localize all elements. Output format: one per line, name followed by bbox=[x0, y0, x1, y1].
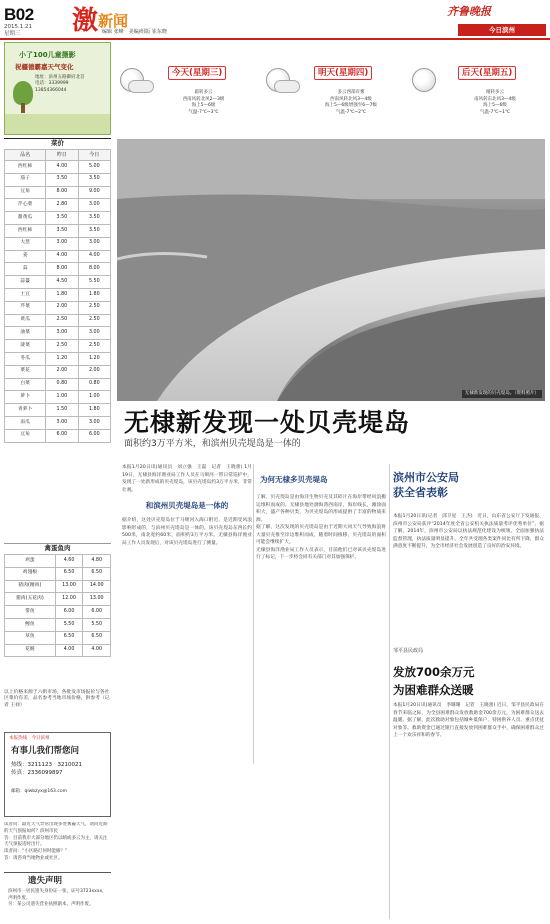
article-column-2 bbox=[256, 474, 386, 562]
relief-headline: 发放700余万元 为困难群众送暖 bbox=[393, 665, 475, 697]
hotline-title: 有事儿我们帮您问 bbox=[11, 746, 80, 756]
today-price-cell: 3.00 bbox=[78, 199, 110, 212]
yesterday-price-cell: 3.00 bbox=[46, 327, 78, 340]
tree-icon bbox=[13, 81, 33, 105]
table-row bbox=[5, 567, 111, 580]
today-price-cell: 6.50 bbox=[83, 567, 111, 580]
yesterday-price-cell: 6.00 bbox=[46, 429, 78, 442]
main-headline: 无棣新发现一处贝壳堤岛 bbox=[124, 408, 411, 437]
weather-day-label: 明天(星期四) bbox=[314, 66, 372, 80]
table-row bbox=[5, 352, 111, 365]
today-price-cell: 5.50 bbox=[78, 276, 110, 289]
article-paragraph: 据介绍，这处贝壳堤岛位于马颊河入海口附近，是近期受风浪影响形成的，与滨州贝壳堤岛是一体的。该贝壳堤岛东西长约500米，南北宽约60米，面积约3万平方米。无棣县海洋渔业局工作人员发现后，对该贝壳堤岛进行了测量。 bbox=[122, 518, 252, 546]
hotline-subtitle: 本报热线 今日滨州 bbox=[9, 736, 50, 741]
yesterday-price-cell: 13.00 bbox=[55, 580, 83, 593]
editors-line: 编辑 张峰 美编/组版 崔东晓 bbox=[102, 29, 167, 35]
item-name-cell: 带鱼 bbox=[5, 606, 56, 619]
yesterday-price-cell: 12.00 bbox=[55, 593, 83, 606]
today-price-cell: 9.00 bbox=[78, 186, 110, 199]
page-number: B02 bbox=[4, 5, 34, 24]
table-row bbox=[5, 618, 111, 631]
today-price-cell: 4.80 bbox=[83, 555, 111, 568]
photo-studio-ad bbox=[4, 42, 111, 135]
item-name-cell: 猪肉(五花肉) bbox=[5, 593, 56, 606]
ad-slogan: 祝疆德霸嘉天气变化 bbox=[15, 63, 74, 71]
item-name-cell: 豆角 bbox=[5, 186, 46, 199]
column-divider bbox=[389, 464, 390, 919]
yesterday-price-cell: 8.00 bbox=[46, 186, 78, 199]
table-row bbox=[5, 276, 111, 289]
item-name-cell: 芹菜 bbox=[5, 301, 46, 314]
table-row bbox=[5, 340, 111, 353]
table-row bbox=[5, 327, 111, 340]
column-header: 昨日 bbox=[46, 150, 78, 161]
table-row bbox=[5, 237, 111, 250]
today-price-cell: 1.20 bbox=[78, 352, 110, 365]
item-name-cell: 土豆 bbox=[5, 288, 46, 301]
table-row bbox=[5, 593, 111, 606]
table-header-row bbox=[5, 150, 111, 161]
article-paragraph: 据了解，这次发现的贝壳堤岛是由于近期大风天气导致海浪将大量贝壳推至岸边堆积而成，随着时间推移，贝壳堤岛的面积可能会继续扩大。 bbox=[256, 525, 386, 546]
table-row bbox=[5, 250, 111, 263]
weather-day-after bbox=[406, 42, 548, 134]
weekday-text: 星期三 bbox=[4, 31, 21, 38]
yesterday-price-cell: 3.00 bbox=[46, 416, 78, 429]
cloud-icon bbox=[274, 80, 300, 93]
lost-notice bbox=[4, 872, 111, 920]
yesterday-price-cell: 1.50 bbox=[46, 404, 78, 417]
today-price-cell: 2.50 bbox=[78, 301, 110, 314]
table-row bbox=[5, 631, 111, 644]
shell-bank-photo bbox=[117, 139, 545, 401]
table-row bbox=[5, 314, 111, 327]
item-name-cell: 青萝卜 bbox=[5, 404, 46, 417]
weather-day-label: 今天(星期三) bbox=[168, 66, 226, 80]
table-row bbox=[5, 224, 111, 237]
yesterday-price-cell: 2.00 bbox=[46, 365, 78, 378]
meat-price-title: 禽蛋鱼肉 bbox=[4, 543, 111, 554]
table-row bbox=[5, 404, 111, 417]
table-row bbox=[5, 301, 111, 314]
table-row bbox=[5, 186, 111, 199]
item-name-cell: 西红柿 bbox=[5, 161, 46, 174]
article-paragraph: 了解，贝壳堤岛是由海洋生物贝壳及其碎片在海岸带经风浪搬运堆积而成的。无棣县地处渤海湾西南岸，海岸线长，滩涂面积大，盛产各种贝类，为贝壳堤岛的形成提供了丰富的物质来源。 bbox=[256, 495, 386, 523]
lost-notice-title: 遗失声明 bbox=[28, 876, 63, 886]
yesterday-price-cell: 8.00 bbox=[46, 263, 78, 276]
weather-info: 多云西部有雾 西南风转北风3—4级 海上5—6级增强至6—7级 气温-7℃~2℃ bbox=[325, 90, 377, 115]
meat-price-table bbox=[4, 554, 111, 657]
weather-tomorrow bbox=[260, 42, 403, 134]
yesterday-price-cell: 2.80 bbox=[46, 199, 78, 212]
item-name-cell: 油菜 bbox=[5, 327, 46, 340]
item-name-cell: 甜黄瓜 bbox=[5, 212, 46, 225]
yesterday-price-cell: 0.80 bbox=[46, 378, 78, 391]
date-text: 2015.1.21 bbox=[4, 24, 32, 30]
reader-qa: 读者问：最近天气异常出现多处雾霾天气，请问近期的天气预报如何？滨州市民 答：目前我市大部分地区仍以晴或多云为主，请关注天气预报适时出行。 读者问：“小区路灯何时能修？” 答：请咨询当地物业或社区。 bbox=[4, 822, 108, 860]
tree-trunk-graphic bbox=[21, 103, 25, 113]
today-price-cell: 5.00 bbox=[78, 161, 110, 174]
article-subhead: 为何无棣多贝壳堤岛 bbox=[260, 475, 328, 484]
yesterday-price-cell: 1.80 bbox=[46, 288, 78, 301]
yesterday-price-cell: 3.50 bbox=[46, 224, 78, 237]
item-name-cell: 鲤鱼 bbox=[5, 618, 56, 631]
item-name-cell: 蒜 bbox=[5, 263, 46, 276]
today-price-cell: 1.80 bbox=[78, 404, 110, 417]
lost-notice-text: 滨州市一居民遗失身份证一张，证号3723xxxx，声明作废。 另：某公司遗失营业执照副本，声明作废。 bbox=[8, 889, 107, 908]
today-price-cell: 4.00 bbox=[78, 250, 110, 263]
table-row bbox=[5, 416, 111, 429]
yesterday-price-cell: 6.50 bbox=[55, 567, 83, 580]
yesterday-price-cell: 4.50 bbox=[46, 276, 78, 289]
today-price-cell: 3.00 bbox=[78, 237, 110, 250]
table-row bbox=[5, 288, 111, 301]
today-price-cell: 3.50 bbox=[78, 173, 110, 186]
table-row bbox=[5, 429, 111, 442]
item-name-cell: 南瓜 bbox=[5, 416, 46, 429]
table-row bbox=[5, 378, 111, 391]
price-note: 以上价格来源于六街市场，各批发市场报价与各社区菜价有差，品名参考当地市场价格，供参考（记者 王禄） bbox=[4, 690, 110, 708]
today-price-cell: 3.50 bbox=[78, 224, 110, 237]
item-name-cell: 菜花 bbox=[5, 365, 46, 378]
item-name-cell: 茄子 bbox=[5, 173, 46, 186]
reader-hotline-box bbox=[4, 732, 111, 817]
yesterday-price-cell: 2.50 bbox=[46, 340, 78, 353]
table-row bbox=[5, 580, 111, 593]
yesterday-price-cell: 4.00 bbox=[46, 250, 78, 263]
shell-bank-photo-graphic bbox=[117, 139, 545, 401]
header-rule bbox=[0, 38, 550, 40]
table-row bbox=[5, 212, 111, 225]
today-price-cell: 3.00 bbox=[78, 416, 110, 429]
police-award-headline: 滨州市公安局 获全省表彰 bbox=[393, 471, 459, 500]
veg-price-table bbox=[4, 149, 111, 443]
article-column-1 bbox=[122, 464, 252, 547]
item-name-cell: 西红柿 bbox=[5, 224, 46, 237]
item-name-cell: 姜 bbox=[5, 250, 46, 263]
yesterday-price-cell: 2.50 bbox=[46, 314, 78, 327]
item-name-cell: 大葱 bbox=[5, 237, 46, 250]
weather-today bbox=[114, 42, 257, 134]
item-name-cell: 鸡蛋 bbox=[5, 555, 56, 568]
ad-contact: 地址：滨州五路御府北首 电话：3339999 13854366044 bbox=[35, 75, 85, 93]
veg-price-title: 菜价 bbox=[4, 138, 111, 149]
relief-body: 本报1月20日讯(通讯员 李珊珊 记者 王晓蕾) 近日，邹平县民政局在春节来临之际，为全县困难群众发放救助金700余万元，为困难群众送去温暖。据了解，此次救助对象包括城乡低保户、特困供养人员、重点优抚对象等。救助资金已通过银行直接发放到困难群众手中，确保困难群众过上一个欢乐祥和的春节。 bbox=[393, 703, 544, 739]
yesterday-price-cell: 6.00 bbox=[55, 606, 83, 619]
column-divider bbox=[253, 464, 254, 764]
item-name-cell: 猪肉(精肉) bbox=[5, 580, 56, 593]
today-price-cell: 5.50 bbox=[83, 618, 111, 631]
police-award-body: 本报1月20日讯(记者 邱卫星 王杰) 近日，山东省公安厅下发通报，滨州市公安局获评“2014年度全省公安机关执法质量考评优秀单位”。据了解，2014年，滨州市公安局以执法规范化建设为统领，全面加强执法监督管理，执法质量明显提升。全年共受理各类案件同比有所下降，群众满意度不断提升，为全市经济社会发展创造了良好的治安环境。 bbox=[393, 514, 544, 550]
yesterday-price-cell: 6.50 bbox=[55, 631, 83, 644]
table-row bbox=[5, 199, 111, 212]
section-logo-text: 新闻 bbox=[98, 12, 129, 30]
table-row bbox=[5, 173, 111, 186]
today-price-cell: 2.50 bbox=[78, 340, 110, 353]
table-row bbox=[5, 161, 111, 174]
section-source: 邹平县民政局 bbox=[393, 648, 424, 654]
item-name-cell: 蒜薹 bbox=[5, 276, 46, 289]
hotline-phones: 热线：3211123 3210021 传真：2336099897 bbox=[11, 762, 82, 777]
today-price-cell: 8.00 bbox=[78, 263, 110, 276]
today-price-cell: 4.00 bbox=[83, 644, 111, 657]
column-header: 品名 bbox=[5, 150, 46, 161]
item-name-cell: 黄瓜 bbox=[5, 314, 46, 327]
article-subhead: 和滨州贝壳堤岛是一体的 bbox=[145, 501, 229, 511]
item-name-cell: 花鲢 bbox=[5, 644, 56, 657]
yesterday-price-cell: 3.50 bbox=[46, 173, 78, 186]
yesterday-price-cell: 5.50 bbox=[55, 618, 83, 631]
table-row bbox=[5, 644, 111, 657]
article-paragraph: 无棣县海洋渔业局工作人员表示，目前他们已对该贝壳堤岛进行了标记，下一步将会同有关部门对其加强保护。 bbox=[256, 547, 386, 561]
item-name-cell: 鸡翅根 bbox=[5, 567, 56, 580]
yesterday-price-cell: 1.00 bbox=[46, 391, 78, 404]
sun-icon bbox=[412, 68, 436, 92]
yesterday-price-cell: 4.60 bbox=[55, 555, 83, 568]
issue-date bbox=[4, 24, 32, 38]
item-name-cell: 芹心菜 bbox=[5, 199, 46, 212]
today-price-cell: 1.80 bbox=[78, 288, 110, 301]
photo-caption: 无棣新发现的贝壳堤岛。（资料照片） bbox=[462, 390, 542, 398]
today-price-cell: 6.00 bbox=[83, 606, 111, 619]
today-price-cell: 3.50 bbox=[78, 212, 110, 225]
today-price-cell: 6.50 bbox=[83, 631, 111, 644]
today-price-cell: 2.50 bbox=[78, 314, 110, 327]
column-header: 今日 bbox=[78, 150, 110, 161]
today-price-cell: 13.00 bbox=[83, 593, 111, 606]
article-paragraph: 本报1月20日讯(通讯员 刘立强 王磊 记者 王晓蕾) 1月19日，无棣县海洋渔业局工作人员在马颊河一带日常巡护中，发现了一处新形成的贝壳堤岛，该贝壳堤岛约3万平方米，非常壮观。 bbox=[122, 465, 252, 493]
today-price-cell: 1.00 bbox=[78, 391, 110, 404]
hotline-email: 邮箱：qlwbzyx@163.com bbox=[11, 789, 67, 794]
yesterday-price-cell: 2.00 bbox=[46, 301, 78, 314]
newspaper-brand: 齐鲁晚报 bbox=[447, 5, 491, 18]
yesterday-price-cell: 1.20 bbox=[46, 352, 78, 365]
table-row bbox=[5, 555, 111, 568]
today-price-cell: 14.00 bbox=[83, 580, 111, 593]
sub-headline: 面积约3万平方米，和滨州贝壳堤岛是一体的 bbox=[124, 439, 301, 449]
item-name-cell: 萝卜 bbox=[5, 391, 46, 404]
table-row bbox=[5, 365, 111, 378]
today-price-cell: 2.00 bbox=[78, 365, 110, 378]
table-row bbox=[5, 263, 111, 276]
today-price-cell: 0.80 bbox=[78, 378, 110, 391]
item-name-cell: 冬瓜 bbox=[5, 352, 46, 365]
yesterday-price-cell: 3.50 bbox=[46, 212, 78, 225]
weather-day-label: 后天(星期五) bbox=[458, 66, 516, 80]
edition-tag: 今日滨州 bbox=[458, 24, 546, 36]
today-price-cell: 6.00 bbox=[78, 429, 110, 442]
yesterday-price-cell: 4.00 bbox=[46, 161, 78, 174]
ad-title: 小了100儿童摄影 bbox=[19, 51, 76, 59]
yesterday-price-cell: 3.00 bbox=[46, 237, 78, 250]
item-name-cell: 菠菜 bbox=[5, 340, 46, 353]
item-name-cell: 豆角 bbox=[5, 429, 46, 442]
table-row bbox=[5, 391, 111, 404]
item-name-cell: 白菜 bbox=[5, 378, 46, 391]
yesterday-price-cell: 4.00 bbox=[55, 644, 83, 657]
item-name-cell: 草鱼 bbox=[5, 631, 56, 644]
weather-info: 霜转多云 西南风转北风2—3级 海上5—6级 气温-7℃~3℃ bbox=[182, 90, 225, 115]
weather-info: 晴转多云 南风转东北风3—4级 海上5—6级 气温-7℃~1℃ bbox=[474, 90, 516, 115]
today-price-cell: 3.00 bbox=[78, 327, 110, 340]
table-row bbox=[5, 606, 111, 619]
section-logo-char: 激 bbox=[72, 6, 99, 36]
ad-ground-graphic bbox=[5, 114, 110, 134]
cloud-icon bbox=[128, 80, 154, 93]
